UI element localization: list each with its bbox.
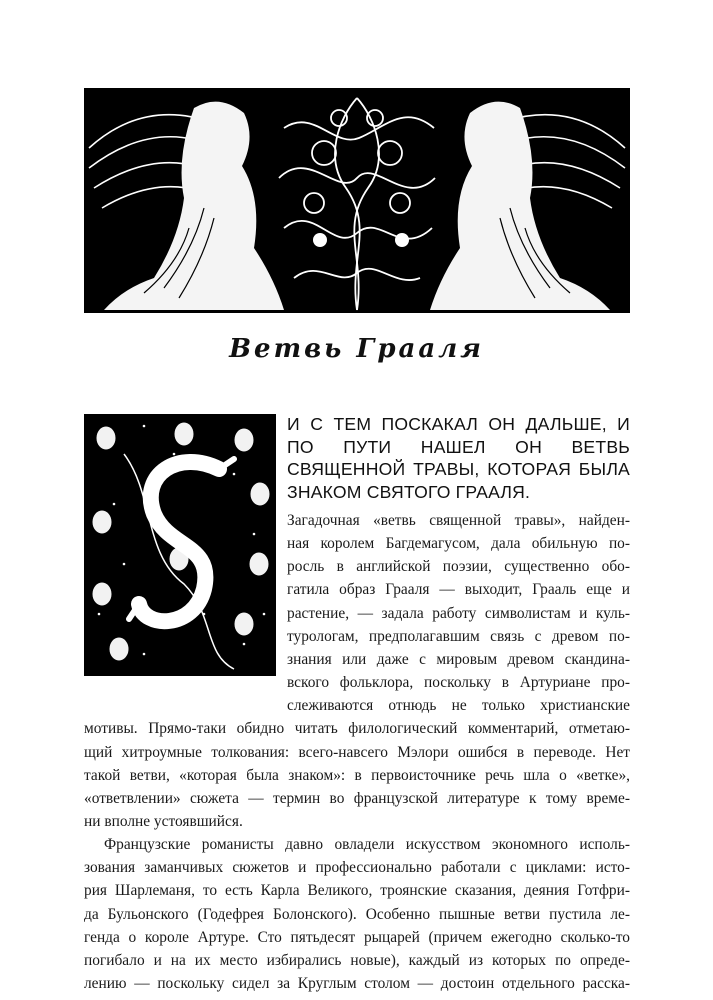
body-line: такой ветви, «которая была знаком»: в первоисточнике речь шла о «ветке», bbox=[84, 766, 630, 784]
drop-cap-illustration bbox=[84, 414, 276, 676]
body-line: да Бульонского (Годефрея Болонского). Особенно пышные ветви пустила ле- bbox=[84, 905, 630, 923]
angels-tree-engraving bbox=[84, 88, 630, 313]
body-line: растение, — задала работу символистам и куль- bbox=[287, 604, 630, 622]
body-line: рия Шарлеманя, то есть Карла Великого, троянские сказания, деяния Готфри- bbox=[84, 882, 630, 900]
ornamental-initial-letter bbox=[84, 414, 276, 676]
body-line: «ответвлении» сюжета — термин во французской литературе к тому време- bbox=[84, 789, 630, 807]
body-line: мотивы. Прямо-таки обидно читать филологический комментарий, отметаю- bbox=[84, 720, 630, 738]
header-illustration bbox=[84, 88, 630, 313]
page-title: Ветвь Грааля bbox=[229, 334, 484, 364]
body-line: Французские романисты давно овладели искусством экономного исполь- bbox=[104, 836, 630, 854]
body-line: Загадочная «ветвь священной травы», найден- bbox=[287, 512, 630, 529]
body-line: ная королем Багдемагусом, дала обильную по- bbox=[287, 535, 630, 553]
body-line: турологам, предполагавшим связь с древом по- bbox=[287, 627, 630, 645]
body-line: погибало и на их место избирались новые), каждый из которых по опреде- bbox=[84, 951, 630, 969]
lead-paragraph: И С ТЕМ ПОСКАКАЛ ОН ДАЛЬШЕ, И ПО ПУТИ НАШЕЛ ОН ВЕТВЬ СВЯЩЕННОЙ ТРАВЫ, КОТОРАЯ БЫЛА ЗНАКОМ СВЯТОГО ГРААЛЯ. bbox=[287, 414, 630, 502]
body-line: зования заманчивых сюжетов и профессионально работали с циклами: исто- bbox=[84, 859, 630, 877]
body-line: ни вполне устоявшийся. bbox=[84, 812, 243, 830]
body-line: вского фольклора, поскольку в Артуриане про- bbox=[287, 674, 630, 692]
body-line: росль в английской поэзии, существенно обо- bbox=[287, 558, 630, 576]
body-line: щий хитроумные толкования: всего-навсего Мэлори ошибся в переводе. Нет bbox=[84, 743, 630, 761]
body-line: слеживаются отнюдь не только христианские bbox=[287, 697, 630, 715]
body-line: гатила образ Грааля — выходит, Грааль еще и bbox=[287, 581, 630, 599]
body-line: лению — поскольку сидел за Круглым столом — достоин отдельного расска- bbox=[84, 975, 630, 992]
body-line: знания или даже с мировым древом скандина- bbox=[287, 650, 630, 668]
body-line: генда о короле Артуре. Сто пятьдесят рыцарей (причем ежегодно сколько-то bbox=[84, 928, 630, 946]
